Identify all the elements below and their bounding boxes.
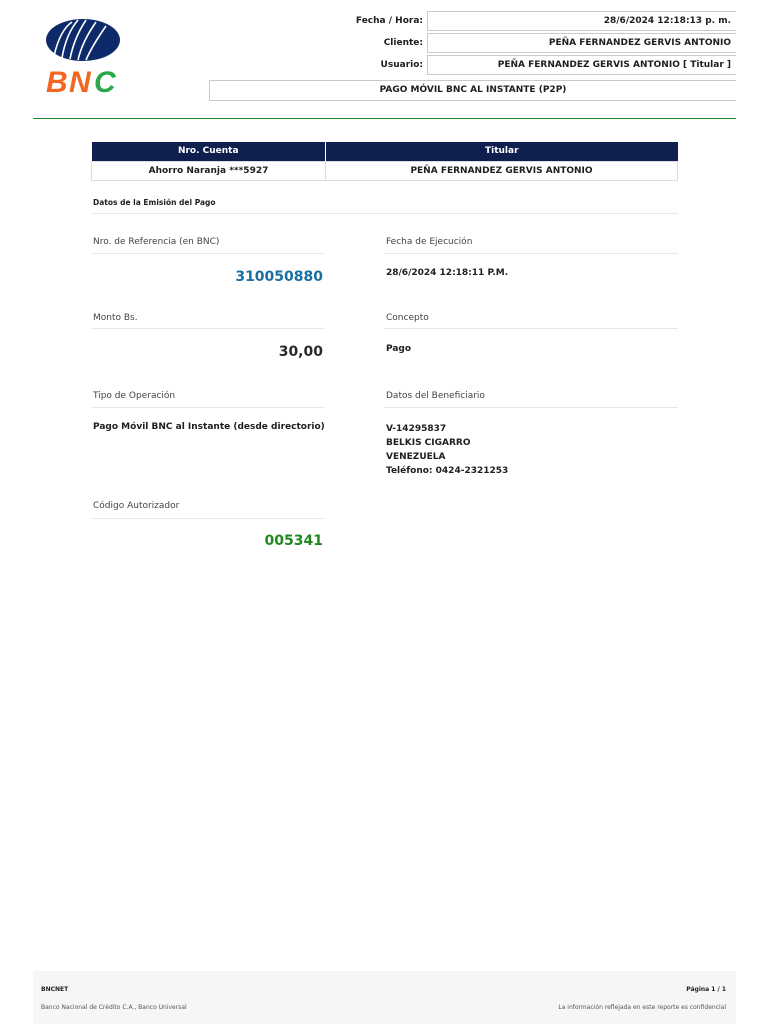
execution-date-label: Fecha de Ejecución bbox=[386, 237, 473, 247]
cliente-label: Cliente: bbox=[383, 38, 423, 48]
reference-value: 310050880 bbox=[235, 269, 323, 285]
operation-type-value: Pago Móvil BNC al Instante (desde directorio) bbox=[93, 422, 325, 432]
beneficiary-details bbox=[386, 422, 508, 478]
amount-value: 30,00 bbox=[278, 344, 323, 360]
table-row bbox=[92, 161, 678, 180]
report-title: PAGO MÓVIL BNC AL INSTANTE (P2P) bbox=[209, 80, 736, 101]
operation-type-label: Tipo de Operación bbox=[93, 391, 176, 401]
svg-text:N: N bbox=[69, 66, 91, 96]
execution-date-value: 28/6/2024 12:18:11 P.M. bbox=[386, 268, 509, 278]
holder-column-header: Titular bbox=[326, 142, 678, 161]
svg-text:B: B bbox=[46, 66, 68, 96]
page-number: Página 1 / 1 bbox=[686, 986, 726, 993]
section-divider bbox=[91, 213, 678, 214]
auth-code-label: Código Autorizador bbox=[93, 501, 180, 511]
fecha-hora-row bbox=[300, 11, 736, 31]
fecha-hora-label: Fecha / Hora: bbox=[355, 16, 423, 26]
footer-confidential-note: La información reflejada en este reporte es confidencial bbox=[558, 1004, 726, 1011]
header-divider bbox=[33, 118, 736, 119]
page-footer bbox=[33, 971, 736, 1024]
beneficiary-name: BELKIS CIGARRO bbox=[386, 438, 471, 448]
section-title: Datos de la Emisión del Pago bbox=[93, 198, 216, 207]
beneficiary-id: V-14295837 bbox=[386, 424, 447, 434]
cliente-row bbox=[300, 33, 736, 53]
field-divider bbox=[91, 518, 325, 519]
svg-text:C: C bbox=[94, 66, 116, 96]
cliente-value: PEÑA FERNANDEZ GERVIS ANTONIO bbox=[427, 33, 736, 53]
account-table bbox=[91, 142, 678, 181]
holder-cell: PEÑA FERNANDEZ GERVIS ANTONIO bbox=[326, 161, 678, 180]
fecha-hora-value: 28/6/2024 12:18:13 p. m. bbox=[427, 11, 736, 31]
beneficiary-label: Datos del Beneficiario bbox=[386, 391, 485, 401]
account-cell: Ahorro Naranja ***5927 bbox=[92, 161, 326, 180]
field-divider bbox=[384, 407, 678, 408]
usuario-row bbox=[300, 55, 736, 75]
auth-code-value: 005341 bbox=[264, 533, 323, 549]
beneficiary-country: VENEZUELA bbox=[386, 452, 446, 462]
concept-value: Pago bbox=[386, 344, 412, 354]
field-divider bbox=[91, 328, 325, 329]
field-divider bbox=[384, 328, 678, 329]
field-divider bbox=[91, 407, 325, 408]
usuario-label: Usuario: bbox=[380, 60, 423, 70]
concept-label: Concepto bbox=[386, 313, 429, 323]
usuario-value: PEÑA FERNANDEZ GERVIS ANTONIO [ Titular ] bbox=[427, 55, 736, 75]
bnc-logo bbox=[42, 16, 126, 96]
field-divider bbox=[91, 253, 325, 254]
account-column-header: Nro. Cuenta bbox=[92, 142, 326, 161]
amount-label: Monto Bs. bbox=[93, 313, 138, 323]
field-divider bbox=[384, 253, 678, 254]
footer-brand: BNCNET bbox=[41, 986, 69, 993]
beneficiary-phone: Teléfono: 0424-2321253 bbox=[386, 466, 509, 476]
reference-label: Nro. de Referencia (en BNC) bbox=[93, 237, 220, 247]
footer-bank-name: Banco Nacional de Crédito C.A., Banco Universal bbox=[41, 1004, 187, 1011]
